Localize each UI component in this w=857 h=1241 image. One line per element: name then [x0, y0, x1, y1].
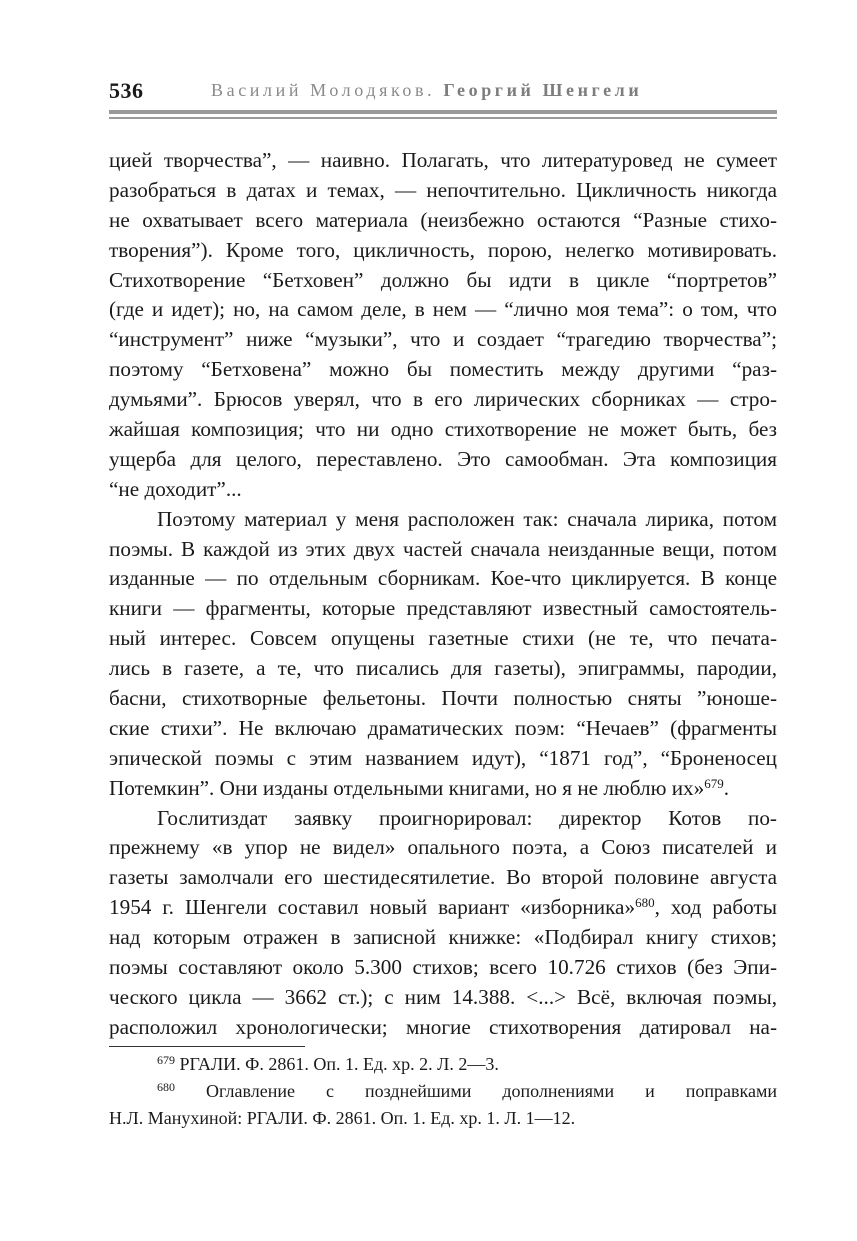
main-text: [109, 146, 777, 1043]
footnote-rule: [109, 1046, 305, 1047]
text-line: (где и идет); но, на самом деле, в нем — “лично моя тема”: о том, что: [109, 297, 777, 322]
text-line: ный интерес. Совсем опущены газетные стихи (не те, что печата-: [109, 626, 777, 651]
footnote-text: РГАЛИ. Ф. 2861. Оп. 1. Ед. хр. 2. Л. 2—3.: [179, 1054, 499, 1074]
text-line: изданные — по отдельным сборникам. Кое-что циклируется. В конце: [109, 566, 777, 591]
footnote-number: 679: [157, 1053, 175, 1067]
footnote-679: [109, 1051, 777, 1078]
text-line: “не доходит”...: [109, 476, 242, 501]
text-line: поэмы составляют около 5.300 стихов; всего 10.726 стихов (без Эпи-: [109, 955, 777, 980]
text-line: поэмы. В каждой из этих двух частей сначала неизданные вещи, потом: [109, 536, 777, 561]
text-line: эпической поэмы с этим названием идут), “1871 год”, “Броненосец: [109, 745, 777, 770]
text-line: Стихотворение “Бетховен” должно бы идти в цикле “портретов”: [109, 267, 777, 292]
text-line: жайшая композиция; что ни одно стихотворение не может быть, без: [109, 417, 777, 442]
text-line: цией творчества”, — наивно. Полагать, что литературовед не сумеет: [109, 148, 777, 172]
footnote-680: [109, 1078, 777, 1105]
text-line: книги — фрагменты, которые представляют известный самостоятель-: [109, 596, 777, 621]
text-line: разобраться в датах и темах, — непочтительно. Цикличность никогда: [109, 177, 777, 202]
header-rule-thin: [109, 117, 777, 119]
text-line: над которым отражен в записной книжке: «Подбирал книгу стихов;: [109, 925, 777, 950]
text-line: прежнему «в упор не видел» опального поэта, а Союз писателей и: [109, 835, 777, 860]
footnote-680-continued: Н.Л. Манухиной: РГАЛИ. Ф. 2861. Оп. 1. Ед. хр. 1. Л. 1—12.: [109, 1108, 576, 1128]
running-title: [211, 80, 642, 101]
text-line: Поэтому материал у меня расположен так: сначала лирика, потом: [157, 506, 777, 531]
text-span: 1954 г. Шенгели составил новый вариант «изборника»: [109, 895, 636, 920]
text-line: [109, 893, 777, 923]
page-number: 536: [109, 78, 144, 103]
text-line: думьями”. Брюсов уверял, что в его лирических сборниках — стро-: [109, 387, 777, 412]
footnote-number: 680: [157, 1080, 175, 1094]
text-line: не охватывает всего материала (неизбежно остаются “Разные стихо-: [109, 207, 777, 232]
text-line: лись в газете, а те, что писались для газеты), эпиграммы, пародии,: [109, 656, 777, 681]
footnote-ref-679[interactable]: 679: [704, 775, 724, 791]
text-line: газеты замолчали его шестидесятилетие. Во второй половине августа: [109, 865, 777, 890]
text-span: Потемкин”. Они изданы отдельными книгами, но я не люблю их»: [109, 775, 705, 800]
footnote-ref-680[interactable]: 680: [635, 895, 655, 911]
text-line: ские стихи”. Не включаю драматических поэм: “Нечаев” (фрагменты: [109, 715, 777, 740]
text-line: басни, стихотворные фельетоны. Почти полностью сняты ”юноше-: [109, 686, 777, 711]
text-line: ческого цикла — 3662 ст.); с ним 14.388. <...> Всё, включая поэмы,: [109, 984, 777, 1009]
text-line: ущерба для целого, переставлено. Это самообман. Эта композиция: [109, 446, 777, 471]
footnotes: [109, 1051, 777, 1132]
text-line: Гослитиздат заявку проигнорировал: директор Котов по-: [157, 805, 777, 830]
running-header: [109, 72, 779, 108]
text-line: творения”). Кроме того, цикличность, порою, нелегко мотивировать.: [109, 237, 777, 262]
header-rule-thick: [109, 110, 777, 114]
running-author: Василий Молодяков.: [211, 80, 436, 100]
text-span: , ход работы: [654, 895, 777, 920]
text-line: расположил хронологически; многие стихотворения датировал на-: [109, 1014, 777, 1039]
text-line: “инструмент” ниже “музыки”, что и создает “трагедию творчества”;: [109, 327, 777, 352]
text-line: Потемкин”. Они изданы отдельными книгами, но я не люблю их»$^{679}$.: [109, 775, 730, 800]
footnote-text: Оглавление с позднейшими дополнениями и поправками: [206, 1081, 777, 1101]
running-book-title: Георгий Шенгели: [443, 80, 643, 100]
text-line: поэтому “Бетховена” можно бы поместить между другими “раз-: [109, 357, 777, 382]
